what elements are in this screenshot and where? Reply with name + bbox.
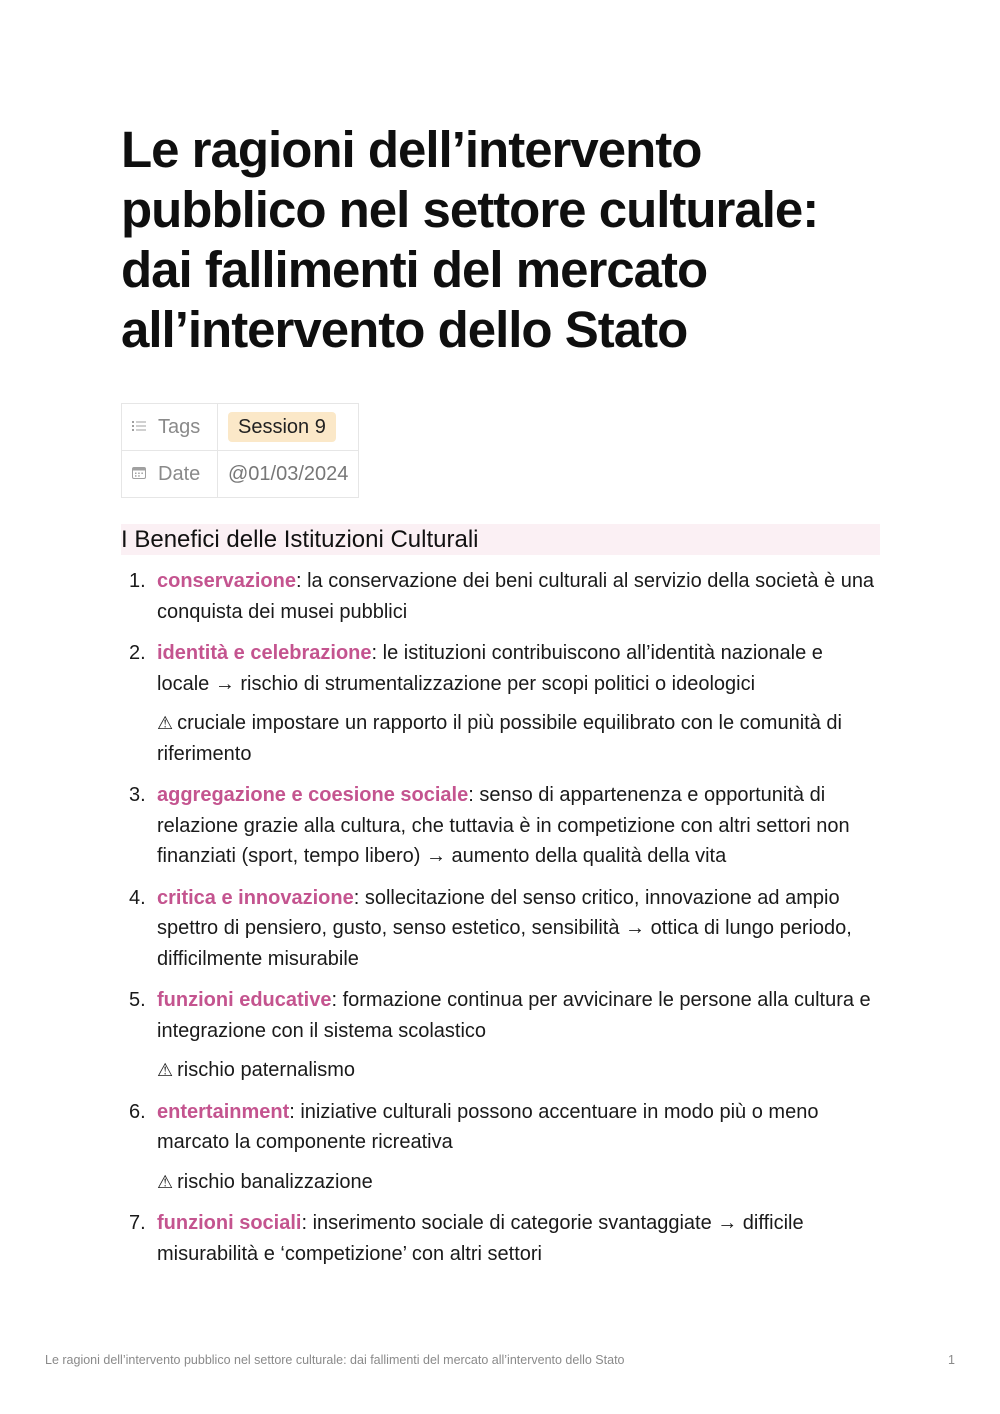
list-number: 6. <box>129 1100 146 1123</box>
item-keyword: conservazione <box>157 570 296 592</box>
property-key-date <box>122 451 218 498</box>
item-keyword: entertainment <box>157 1100 290 1123</box>
item-text: : formazione continua per avvicinare le persone alla cultura e integrazione con il sistema scolastico <box>157 989 871 1042</box>
footer-title: Le ragioni dell’intervento pubblico nel settore culturale: dai fallimenti del mercato all’intervento dello Stato <box>45 1353 625 1367</box>
tag-badge[interactable]: Session 9 <box>228 412 336 442</box>
list-item <box>121 1097 880 1198</box>
item-keyword: funzioni sociali <box>157 1212 302 1234</box>
warning-note <box>157 1167 880 1198</box>
property-row-date <box>122 451 359 498</box>
property-label-date: Date <box>158 462 201 485</box>
list-item <box>121 985 880 1086</box>
page-number: 1 <box>948 1353 955 1367</box>
item-text: : la conservazione dei beni culturali al servizio della società è una conquista dei musei pubblici <box>157 570 875 623</box>
warning-text: rischio banalizzazione <box>177 1170 373 1193</box>
list-item <box>121 638 880 769</box>
list-number: 2. <box>129 642 146 664</box>
section-heading: I Benefici delle Istituzioni Culturali <box>121 524 880 555</box>
item-text: : iniziative culturali possono accentuare in modo più o meno marcato la componente ricreativa <box>157 1100 819 1153</box>
list-item <box>121 1208 880 1269</box>
warning-note <box>157 1055 880 1086</box>
property-label-tags: Tags <box>158 415 201 438</box>
list-item <box>121 780 880 872</box>
list-icon <box>132 419 148 435</box>
property-value-date[interactable] <box>218 451 359 498</box>
page-title: Le ragioni dell’intervento pubblico nel settore culturale: dai fallimenti del mercato all’intervento dello Stato <box>121 121 819 358</box>
list-number: 4. <box>129 886 146 909</box>
page-footer <box>45 1353 955 1367</box>
warning-note <box>157 708 880 769</box>
item-keyword: funzioni educative <box>157 989 332 1011</box>
warning-text: rischio paternalismo <box>177 1059 355 1081</box>
list-item <box>121 566 880 627</box>
list-number: 5. <box>129 989 146 1011</box>
property-key-tags <box>122 404 218 451</box>
calendar-icon <box>132 466 148 482</box>
list-number: 1. <box>129 570 146 592</box>
warning-text: cruciale impostare un rapporto il più possibile equilibrato con le comunità di riferimento <box>157 712 842 765</box>
property-value-tags[interactable] <box>218 404 359 451</box>
property-row-tags <box>122 404 359 451</box>
warning-icon: ⚠ <box>157 713 174 733</box>
item-text: : inserimento sociale di categorie svantaggiate → difficile misurabilità e ‘competizione’ con altri settori <box>157 1212 804 1265</box>
date-value[interactable]: @01/03/2024 <box>228 462 349 485</box>
item-text: : senso di appartenenza e opportunità di relazione grazie alla cultura, che tuttavia è in competizione con altri settori non finanziati (sport, tempo libero) → aumento della qualità della vita <box>157 784 850 867</box>
item-keyword: identità e celebrazione <box>157 642 372 664</box>
properties-table <box>121 403 359 498</box>
warning-icon: ⚠ <box>157 1060 174 1080</box>
item-text: : sollecitazione del senso critico, innovazione ad ampio spettro di pensiero, gusto, senso estetico, sensibilità → ottica di lungo periodo, difficilmente misurabile <box>157 886 852 970</box>
list-number: 7. <box>129 1212 146 1234</box>
benefits-list <box>121 566 880 1280</box>
item-text: : le istituzioni contribuiscono all’identità nazionale e locale → rischio di strumentalizzazione per scopi politici o ideologici <box>157 642 823 695</box>
warning-icon: ⚠ <box>157 1171 174 1192</box>
list-item <box>121 883 880 975</box>
list-number: 3. <box>129 784 146 806</box>
item-keyword: aggregazione e coesione sociale <box>157 784 469 806</box>
item-keyword: critica e innovazione <box>157 886 354 909</box>
